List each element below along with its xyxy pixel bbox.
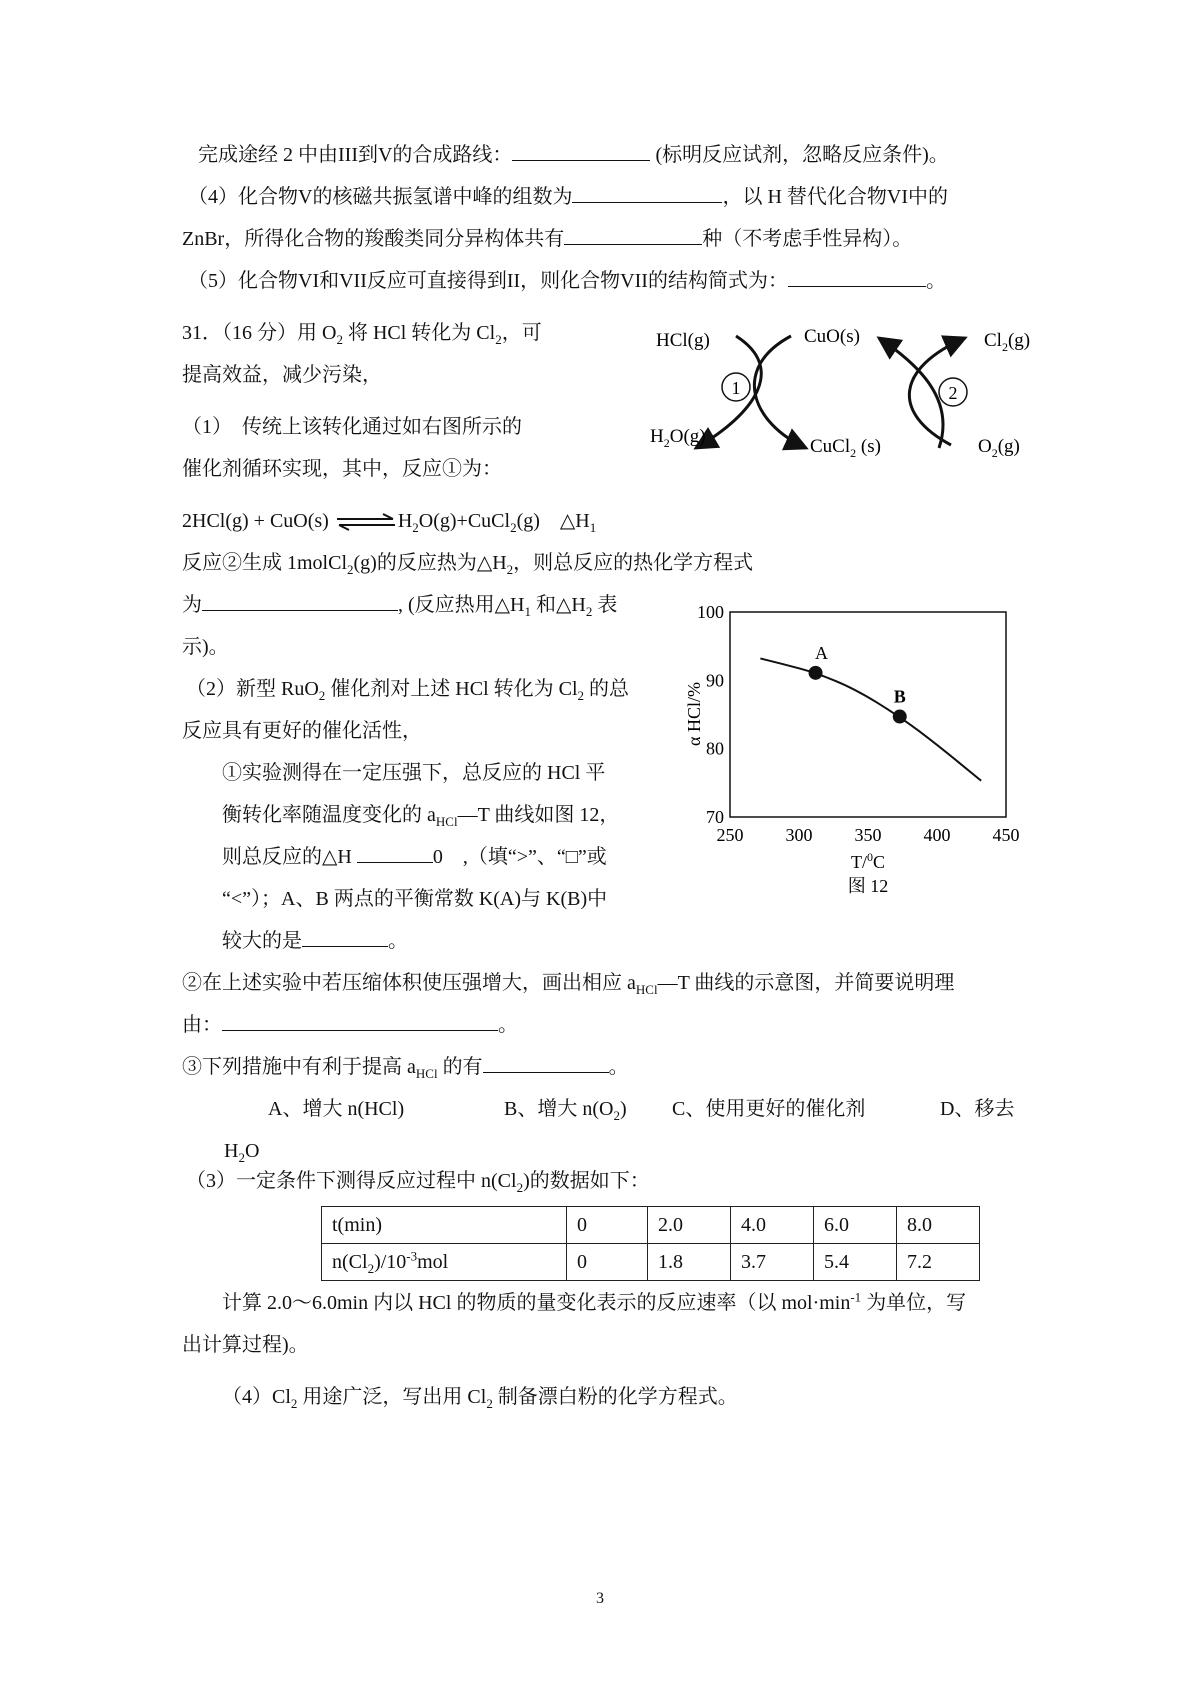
subscript: 2 (290, 1396, 298, 1411)
hcl-label: HCl(g) (656, 330, 710, 351)
subscript: 2 (516, 1180, 524, 1195)
subscript: 2 (495, 332, 502, 347)
q4-text-a: （4）化合物V的核磁共振氢谱中峰的组数为 (188, 186, 573, 208)
calc-line2: 出计算过程)。 (182, 1334, 309, 1356)
x-tick-label: 300 (785, 825, 813, 845)
reaction-1-equation (182, 508, 596, 534)
superscript: -3 (406, 1247, 418, 1263)
p3-text-a: （3）一定条件下测得反应过程中 n(Cl (186, 1170, 517, 1192)
subscript: 2 (585, 604, 593, 619)
subscript: 2 (238, 1150, 245, 1165)
data-point-b (893, 710, 907, 724)
table-cell: 0 (567, 1207, 648, 1244)
option-d-cont (224, 1138, 259, 1164)
eq-products: O(g)+CuCl (418, 510, 511, 532)
s2-text-c: 由： (182, 1014, 222, 1036)
reaction-1-number: 1 (731, 378, 741, 398)
table-cell: 7.2 (897, 1244, 980, 1281)
subscript: 2 (318, 688, 326, 703)
option-d-o: O (244, 1140, 260, 1162)
option-a: A、增大 n(HCl) (268, 1098, 405, 1120)
cl2-label: $Cl_2(g)$ (984, 330, 1031, 354)
answer-blank[interactable] (302, 928, 388, 947)
q3-tail-line (198, 142, 949, 168)
s1-text-h: 。 (388, 930, 408, 952)
p4-line (222, 1384, 738, 1410)
q31-intro-line1 (182, 320, 542, 346)
s1-line5 (222, 928, 408, 954)
data-point-label: A (815, 642, 829, 663)
subscript: 2 (510, 520, 517, 535)
answer-blank[interactable] (222, 1012, 498, 1031)
s3-text-b: 的有 (437, 1056, 483, 1078)
calc-line1 (222, 1290, 966, 1316)
subscript: 1 (524, 604, 531, 619)
table-cell: 8.0 (897, 1207, 980, 1244)
subscript: 2 (577, 688, 585, 703)
option-d-h: H (224, 1140, 239, 1162)
o2-label: $O_2(g)$ (978, 436, 1020, 460)
r2-text-a: 反应②生成 1molCl (182, 552, 348, 574)
subscript: HCl (415, 1066, 438, 1081)
x-tick-label: 350 (854, 825, 882, 845)
x-axis-ticks (717, 825, 1020, 845)
q4-text-c: ZnBr，所得化合物的羧酸类同分异构体共有 (182, 228, 565, 250)
p4-text-a: （4）Cl (222, 1386, 291, 1408)
cell-label-b: )/10 (374, 1250, 407, 1273)
s2-line1 (182, 970, 954, 996)
s3-line (182, 1054, 629, 1080)
table-cell: t(min) (322, 1207, 567, 1244)
p2-line1 (186, 676, 629, 702)
equilibrium-arrow-icon (335, 513, 397, 531)
series-line (760, 658, 981, 780)
q31-intro-a: 31．（16 分）用 O (182, 322, 337, 344)
r2-text-e: , (反应热用△H (398, 594, 525, 616)
calc-text-b: 为单位，写 (861, 1292, 967, 1314)
answer-blank[interactable] (202, 592, 398, 611)
table-cell: 0 (567, 1244, 648, 1281)
q4-line1 (188, 184, 948, 210)
x-tick-label: 450 (992, 825, 1020, 845)
subscript: HCl (435, 814, 458, 829)
data-point-label: B (893, 686, 906, 707)
cell-label-c: mol (417, 1250, 449, 1273)
table-cell (322, 1244, 567, 1281)
data-point-a (809, 666, 823, 680)
p2-text-b: 催化剂对上述 HCl 转化为 Cl (325, 678, 578, 700)
table-cell: 2.0 (648, 1207, 731, 1244)
y-tick-label: 100 (697, 602, 724, 622)
s1-line2 (222, 802, 619, 828)
cuo-label: CuO(s) (804, 326, 860, 347)
s3-text-a: ③下列措施中有利于提高 a (182, 1056, 416, 1078)
p2-line2: 反应具有更好的催化活性， (182, 720, 422, 742)
subscript: HCl (635, 982, 658, 997)
s1-line4: “<”）；A、B 两点的平衡常数 K(A)与 K(B)中 (222, 888, 608, 910)
q4-line2 (182, 226, 912, 252)
r2-line (182, 550, 753, 576)
cucl2-label: CuCl$_2$ (s) (810, 436, 881, 460)
figure-12-chart (684, 600, 1030, 900)
q5-text: （5）化合物VI和VII反应可直接得到II，则化合物VII的结构简式为： (188, 270, 788, 292)
option-c: C、使用更好的催化剂 (672, 1098, 866, 1120)
p4-text-c: 制备漂白粉的化学方程式。 (492, 1386, 738, 1408)
table-cell: 3.7 (731, 1244, 814, 1281)
catalytic-cycle-diagram (636, 318, 1076, 478)
answer-blank[interactable] (564, 226, 702, 245)
subscript: 2 (367, 1260, 375, 1276)
table-cell: 5.4 (814, 1244, 897, 1281)
y-tick-label: 80 (706, 738, 724, 759)
x-tick-label: 400 (923, 825, 951, 845)
eq-reactants: 2HCl(g) + CuO(s) (182, 510, 329, 532)
subscript: 2 (412, 520, 419, 535)
p1-line1: （1） 传统上该转化通过如右图所示的 (182, 416, 522, 438)
option-d: D、移去 (940, 1098, 1015, 1120)
q31-intro-line2: 提高效益，减少污染， (182, 364, 382, 386)
s1-text-g: 较大的是 (222, 930, 302, 952)
answer-blank[interactable] (788, 268, 926, 287)
r2-text-c: ，则总反应的热化学方程式 (513, 552, 754, 574)
s1-line3 (222, 844, 607, 870)
q3-tail-text: 完成途经 2 中由III到V的合成路线： (198, 144, 513, 166)
q31-intro-b: 将 HCl 转化为 Cl (342, 322, 496, 344)
s1-text-c: —T 曲线如图 12， (457, 804, 620, 826)
r2-line3: 示)。 (182, 636, 229, 658)
q4-text-b: ，以 H 替代化合物VI中的 (722, 186, 948, 208)
table-row (322, 1244, 980, 1281)
table-cell: 6.0 (814, 1207, 897, 1244)
answer-blank[interactable] (512, 142, 650, 161)
subscript: 2 (336, 332, 343, 347)
option-b-text: B、增大 n(O (504, 1098, 614, 1120)
y-tick-label: 70 (706, 807, 724, 827)
y-tick-label: 90 (706, 670, 724, 691)
r2-text-g: 表 (592, 594, 618, 616)
q5-end: 。 (925, 270, 946, 292)
p4-text-b: 用途广泛，写出用 Cl (297, 1386, 487, 1408)
subscript: 2 (486, 1396, 493, 1411)
subscript: 2 (506, 562, 514, 577)
q4-text-d: 种（不考虑手性异构）。 (702, 228, 913, 250)
s1-text-b: 衡转化率随温度变化的 a (222, 804, 436, 826)
reaction-2-number: 2 (948, 383, 958, 403)
q31-intro-c: ，可 (501, 322, 542, 344)
option-b (504, 1096, 627, 1122)
q5-line (188, 268, 946, 294)
p3-text-b: )的数据如下： (523, 1170, 650, 1192)
p2-text-a: （2）新型 RuO (186, 678, 319, 700)
q3-tail-note: (标明反应试剂，忽略反应条件)。 (650, 144, 949, 166)
superscript: -1 (850, 1289, 862, 1305)
s2-text-d: 。 (498, 1014, 518, 1036)
subscript: 2 (613, 1108, 620, 1123)
x-axis-label: T/$^0$C (850, 850, 886, 872)
s2-text-b: —T 曲线的示意图，并简要说明理 (657, 972, 955, 994)
table-row (322, 1207, 980, 1244)
s1-text-d: 则总反应的△H (222, 846, 357, 868)
p1-line2: 催化剂循环实现，其中，反应①为： (182, 458, 502, 480)
s3-text-c: 。 (608, 1056, 629, 1078)
r2-text-f: 和△H (530, 594, 586, 616)
option-b-end: ) (619, 1098, 627, 1120)
y-axis-label: α HCl/% (684, 682, 704, 746)
s2-line2 (182, 1012, 518, 1038)
r2-text-b: (g)的反应热为△H (353, 552, 507, 574)
s1-text-e: 0 ,（填“>”、“□”或 (432, 846, 607, 868)
s1-line1: ①实验测得在一定压强下，总反应的 HCl 平 (222, 762, 606, 784)
figure-caption: 图 12 (847, 876, 889, 896)
page-number: 3 (596, 1590, 604, 1607)
s2-text-a: ②在上述实验中若压缩体积使压强增大，画出相应 a (182, 972, 636, 994)
eq-product-h: H (397, 510, 413, 532)
p3-line (186, 1168, 650, 1194)
cl2-data-table (321, 1206, 980, 1281)
arrow-cuo-to-cucl2 (754, 336, 806, 448)
subscript: 2 (347, 562, 354, 577)
answer-blank[interactable] (357, 844, 433, 863)
cell-label-a: n(Cl (332, 1250, 368, 1273)
table-cell: 4.0 (731, 1207, 814, 1244)
subscript: 1 (589, 520, 597, 535)
answer-blank[interactable] (572, 184, 722, 203)
calc-text-a: 计算 2.0～6.0min 内以 HCl 的物质的量变化表示的反应速率（以 mol·min (222, 1292, 851, 1314)
x-tick-label: 250 (716, 825, 744, 845)
eq-enthalpy: (g) △H (516, 510, 590, 532)
table-cell: 1.8 (648, 1244, 731, 1281)
p2-text-c: 的总 (584, 678, 630, 700)
r2-line2 (182, 592, 617, 618)
r2-text-d: 为 (182, 594, 202, 616)
h2o-label: $H_2O(g)$ (650, 426, 706, 450)
plot-frame (730, 612, 1006, 817)
answer-blank[interactable] (483, 1054, 609, 1073)
